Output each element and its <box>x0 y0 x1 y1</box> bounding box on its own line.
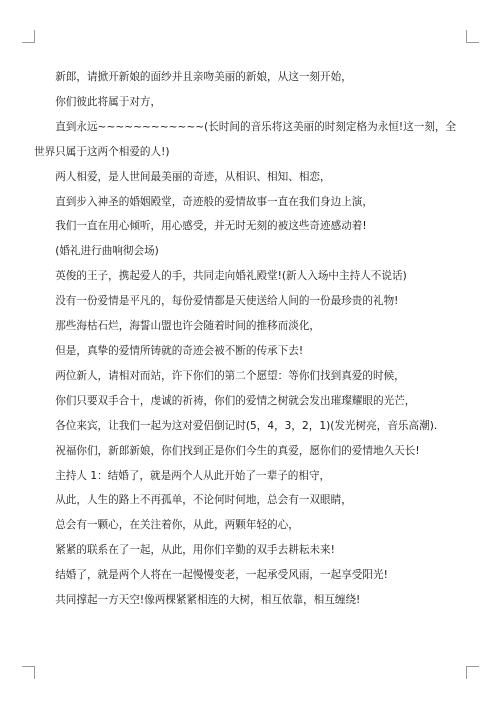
paragraph: 直到永远~~~~~~~~~~~~(长时间的音乐将这美丽的时刻定格为永恒!这一刻，全世界只属于这两个相爱的人!) <box>34 120 457 158</box>
paragraph: 直到步入神圣的婚姻殿堂，奇迹般的爱情故事一直在我们身边上演， <box>55 195 373 208</box>
paragraph: 紧紧的联系在了一起，从此，用你们辛勤的双手去耕耘未来! <box>55 544 335 557</box>
paragraph: 祝福你们，新郎新娘，你们找到正是你们今生的真爱，愿你们的爱情地久天长! <box>55 444 420 457</box>
paragraph: 两人相爱，是人世间最美丽的奇迹，从相识、相知、相恋， <box>55 170 331 183</box>
paragraph: 你们彼此将属于对方， <box>55 95 162 108</box>
crop-mark-top-left <box>22 30 35 43</box>
paragraph: 英俊的王子，携起爱人的手，共同走向婚礼殿堂!(新人入场中主持人不说话) <box>55 270 407 283</box>
paragraph: 共同撑起一方天空!像两棵紧紧相连的大树，相互依靠，相互缠绕! <box>55 594 361 607</box>
crop-mark-bottom-left <box>22 666 35 679</box>
paragraph: 两位新人，请相对而站，许下你们的第二个愿望：等你们找到真爱的时候， <box>55 369 405 382</box>
paragraph: 结婚了，就是两个人将在一起慢慢变老，一起承受风雨，一起享受阳光! <box>55 569 388 582</box>
paragraph: 从此，人生的路上不再孤单，不论何时何地，总会有一双眼睛， <box>55 494 352 507</box>
paragraph: 你们只要双手合十，虔诚的祈祷，你们的爱情之树就会发出璀璨耀眼的光芒， <box>55 394 416 407</box>
crop-mark-bottom-right <box>466 666 479 679</box>
paragraph: 各位来宾，让我们一起为这对爱侣倒记时(5，4，3，2，1)(发光树亮，音乐高潮). <box>55 419 438 432</box>
paragraph: 那些海枯石烂，海誓山盟也许会随着时间的推移而淡化， <box>55 320 321 333</box>
paragraph: 主持人 1：结婚了，就是两个人从此开始了一辈子的相守， <box>55 469 331 482</box>
crop-mark-top-right <box>466 30 479 43</box>
paragraph: 但是，真挚的爱情所铸就的奇迹会被不断的传承下去! <box>55 344 304 357</box>
paragraph: (婚礼进行曲响彻会场) <box>55 245 159 258</box>
document-body <box>34 65 466 613</box>
paragraph: 新郎，请掀开新娘的面纱并且亲吻美丽的新娘，从这一刻开始， <box>55 71 352 83</box>
paragraph: 没有一份爱情是平凡的，每份爱情都是天使送给人间的一份最珍贵的礼物! <box>55 295 399 308</box>
paragraph: 我们一直在用心倾听，用心感受，并无时无刻的被这些奇迹感动着! <box>55 220 367 233</box>
paragraph: 总会有一颗心，在关注着你，从此，两颗年轻的心， <box>55 519 299 532</box>
